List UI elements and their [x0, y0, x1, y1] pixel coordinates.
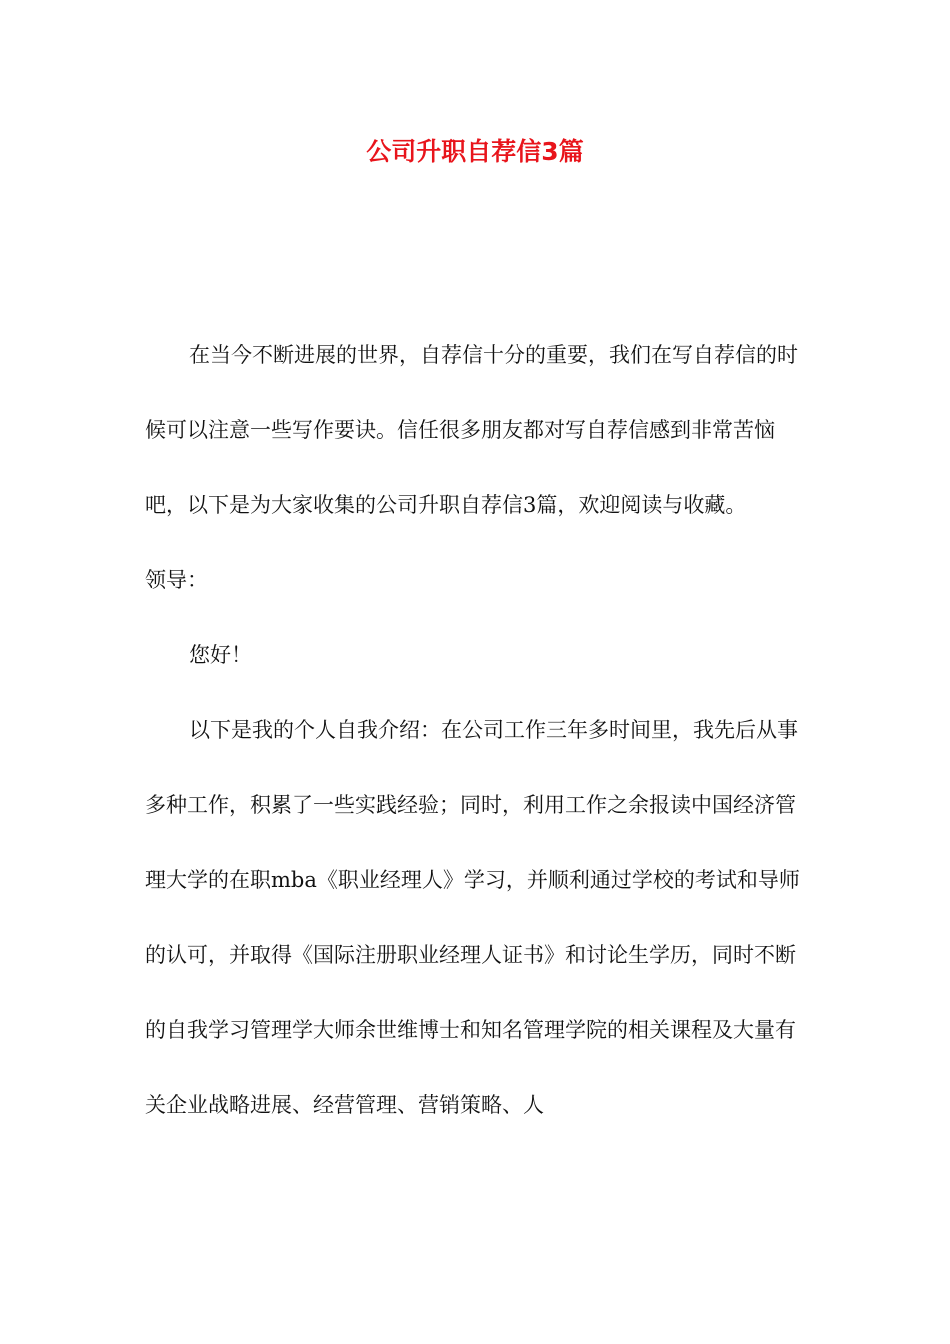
self-introduction-paragraph: 以下是我的个人自我介绍：在公司工作三年多时间里，我先后从事多种工作，积累了一些实践经验；同时，利用工作之余报读中国经济管理大学的在职mba《职业经理人》学习，并顺利通过学校的考试和导师的认可，并取得《国际注册职业经理人证书》和讨论生学历，同时不断的自我学习管理学大师余世维博士和知名管理学院的相关课程及大量有关企业战略进展、经营管理、营销策略、人 [145, 718, 800, 1117]
intro-paragraph: 在当今不断进展的世界，自荐信十分的重要，我们在写自荐信的时候可以注意一些写作要诀。信任很多朋友都对写自荐信感到非常苦恼吧，以下是为大家收集的公司升职自荐信3篇，欢迎阅读与收藏。 [145, 343, 798, 517]
greeting: 您好！ [189, 643, 252, 667]
salutation: 领导： [145, 568, 208, 592]
document-body [145, 318, 807, 1143]
document-title: 公司升职自荐信3篇 [366, 137, 584, 166]
